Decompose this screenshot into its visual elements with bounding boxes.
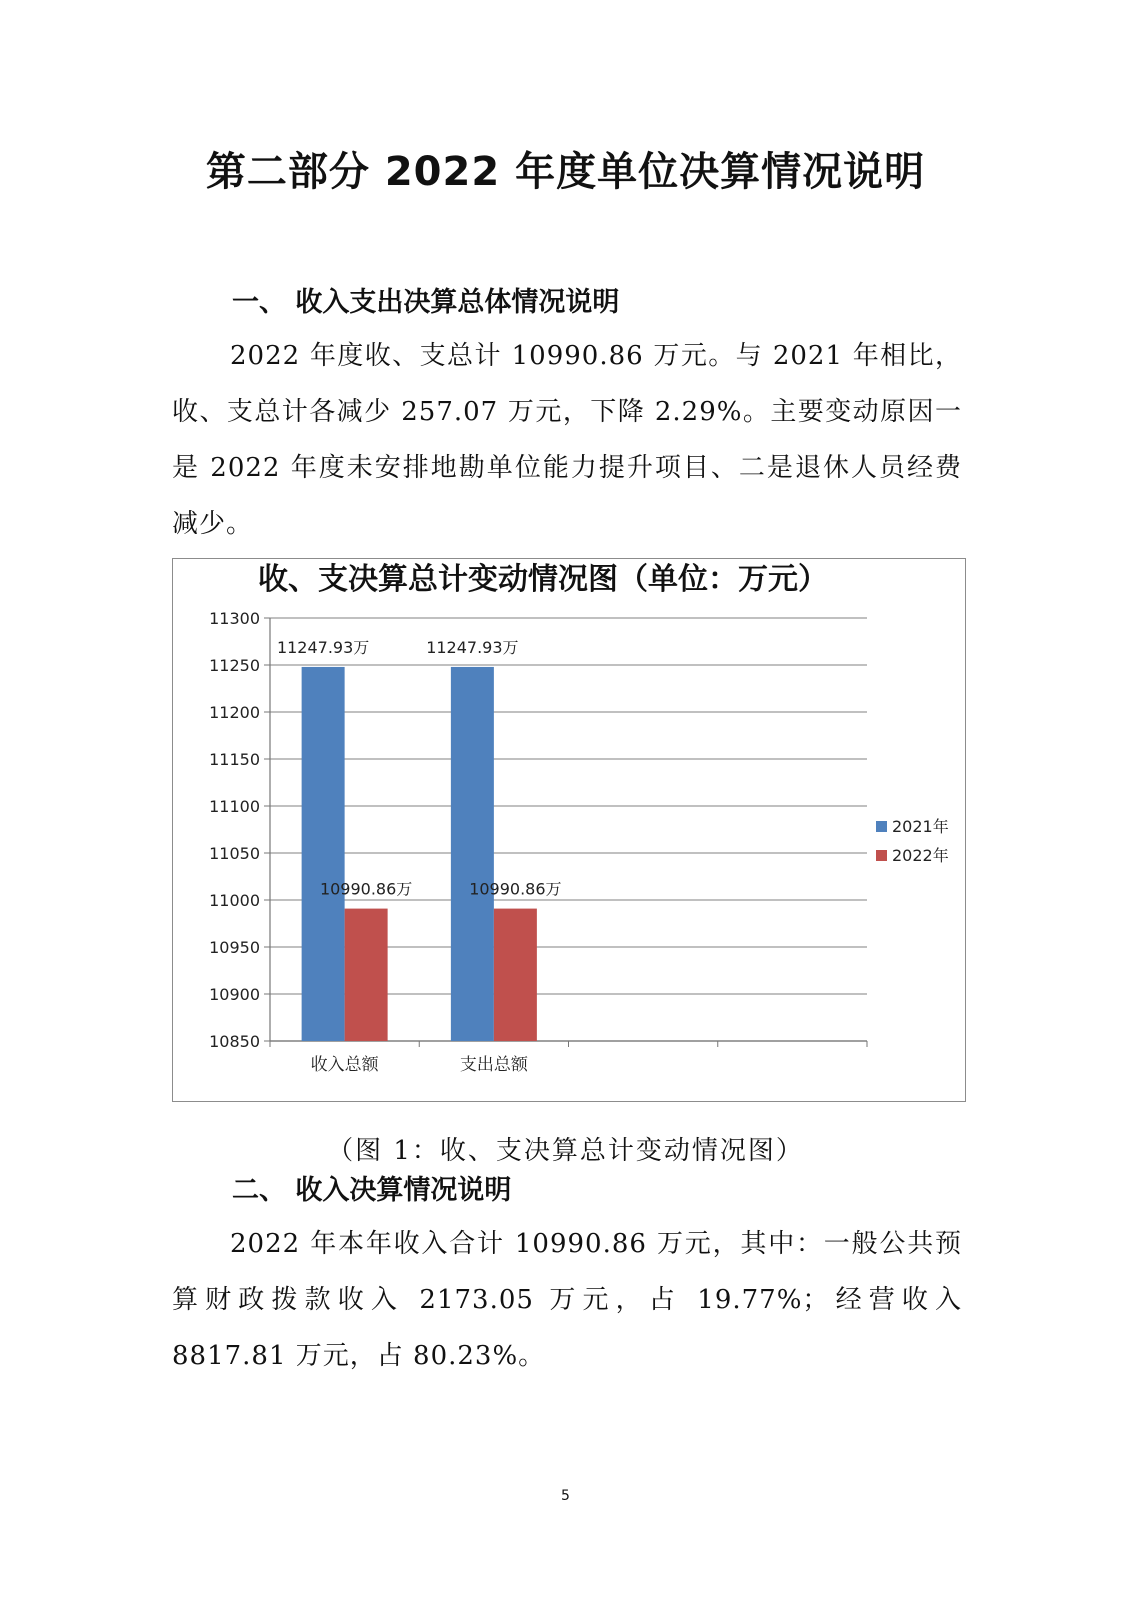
x-category-label: 收入总额 bbox=[310, 1055, 379, 1075]
bar-2021年 bbox=[451, 667, 494, 1041]
section2-heading: 二、 收入决算情况说明 bbox=[232, 1175, 512, 1206]
data-label: 10990.86万 bbox=[319, 879, 413, 899]
legend-label: 2021年 bbox=[892, 817, 949, 836]
bar-2022年 bbox=[345, 909, 388, 1041]
legend-label: 2022年 bbox=[892, 846, 949, 865]
section1-paragraph: 2022 年度收、支总计 10990.86 万元。与 2021 年相比，收、支总计各减少 257.07 万元，下降 2.29%。主要变动原因一是 2022 年度未安排地勘单位能力提升项目、二是退休人员经费减少。 bbox=[172, 341, 962, 539]
data-label: 10990.86万 bbox=[469, 879, 562, 899]
bar-2022年 bbox=[494, 909, 537, 1041]
page-number: 5 bbox=[561, 1488, 570, 1504]
y-tick-label: 11100 bbox=[209, 797, 260, 816]
page-title: 第二部分 2022 年度单位决算情况说明 bbox=[205, 149, 926, 195]
y-tick-label: 11050 bbox=[209, 844, 260, 863]
legend-swatch bbox=[876, 821, 887, 832]
data-label: 11247.93万 bbox=[276, 637, 370, 657]
data-label: 11247.93万 bbox=[426, 637, 519, 657]
legend-swatch bbox=[876, 850, 887, 861]
y-tick-label: 11300 bbox=[209, 609, 260, 628]
y-tick-label: 11200 bbox=[209, 703, 260, 722]
section2-paragraph: 2022 年本年收入合计 10990.86 万元，其中：一般公共预算财政拨款收入 2173.05 万元，占 19.77%；经营收入 8817.81 万元，占 80.23%。 bbox=[172, 1229, 962, 1371]
chart-container bbox=[172, 558, 966, 1102]
y-tick-label: 11000 bbox=[209, 891, 260, 910]
y-tick-label: 10900 bbox=[209, 985, 260, 1004]
y-tick-label: 10950 bbox=[209, 938, 260, 957]
chart-title: 收、支决算总计变动情况图（单位：万元） bbox=[258, 562, 828, 597]
y-tick-label: 10850 bbox=[209, 1032, 260, 1051]
bar-2021年 bbox=[302, 667, 345, 1041]
x-category-label: 支出总额 bbox=[459, 1055, 528, 1075]
y-tick-label: 11250 bbox=[209, 656, 260, 675]
bar-chart bbox=[173, 559, 965, 1101]
section1-heading: 一、 收入支出决算总体情况说明 bbox=[232, 287, 620, 318]
y-tick-label: 11150 bbox=[209, 750, 260, 769]
figure-caption: （图 1：收、支决算总计变动情况图） bbox=[327, 1136, 804, 1166]
